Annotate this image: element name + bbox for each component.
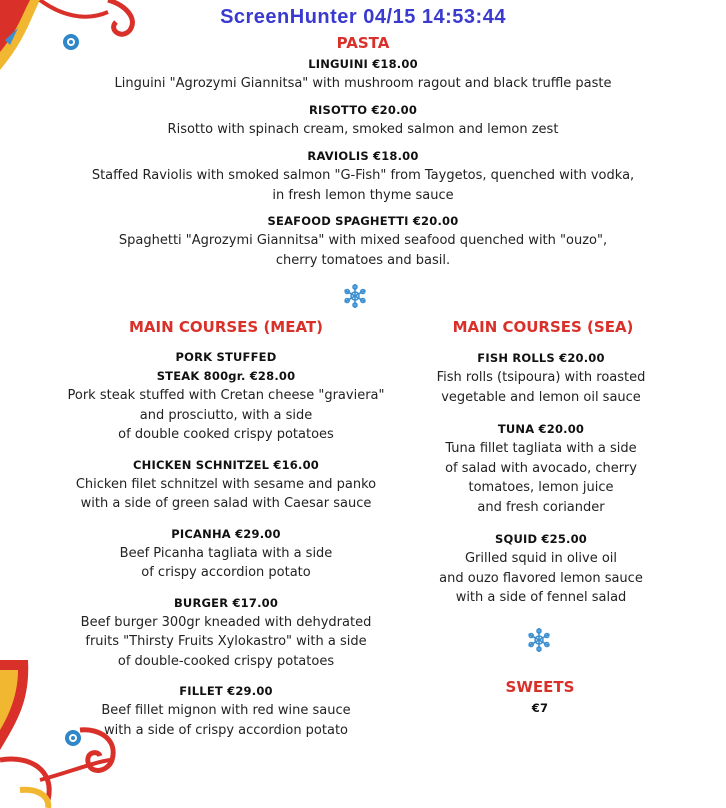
- meat-menu-list: [40, 348, 412, 751]
- snowflake-ornament-icon: [526, 627, 552, 653]
- meat-item-fillet: [40, 682, 412, 740]
- menu-item-title: RISOTTO €20.00: [308, 103, 418, 117]
- snowflake-ornament-icon: [342, 283, 368, 309]
- pasta-item-raviolis: [0, 147, 726, 205]
- menu-item-description: Pork steak stuffed with Cretan cheese "graviera" and prosciutto, with a side of double cooked crispy potatoes: [67, 388, 385, 442]
- menu-item-title: SQUID €25.00: [494, 532, 587, 546]
- menu-item-title: PORK STUFFED STEAK 800gr. €28.00: [156, 350, 296, 383]
- screenshot-watermark: ScreenHunter 04/15 14:53:44: [220, 6, 506, 28]
- sea-item-tuna: [410, 420, 672, 517]
- pasta-item-linguini: [0, 55, 726, 94]
- menu-item-title: TUNA €20.00: [497, 422, 585, 436]
- sea-menu-list: [410, 349, 672, 619]
- menu-item-description: Staffed Raviolis with smoked salmon "G-Fish" from Taygetos, quenched with vodka, in fresh lemon thyme sauce: [91, 168, 635, 203]
- menu-item-title: LINGUINI €18.00: [308, 57, 418, 71]
- sea-item-squid: [410, 530, 672, 608]
- menu-item-description: Risotto with spinach cream, smoked salmon and lemon zest: [167, 122, 559, 137]
- menu-item-description: Linguini "Agrozymi Giannitsa" with mushroom ragout and black truffle paste: [114, 76, 612, 91]
- menu-item-title: PICANHA €29.00: [171, 526, 281, 541]
- menu-item-description: Spaghetti "Agrozymi Giannitsa" with mixed seafood quenched with "ouzo", cherry tomatoes and basil.: [118, 233, 608, 268]
- menu-item-description: Grilled squid in olive oil and ouzo flavored lemon sauce with a side of fennel salad: [439, 551, 643, 605]
- meat-item-pork-stuffed-steak: [40, 348, 412, 445]
- menu-item-description: Beef burger 300gr kneaded with dehydrated fruits "Thirsty Fruits Xylokastro" with a side of double-cooked crispy potatoes: [80, 614, 372, 669]
- menu-item-description: Tuna fillet tagliata with a side of salad with avocado, cherry tomatoes, lemon juice and fresh coriander: [445, 441, 637, 515]
- meat-item-picanha: [40, 525, 412, 583]
- pasta-item-seafood-spaghetti: [0, 212, 726, 270]
- meat-item-burger: [40, 594, 412, 672]
- pasta-item-risotto: [0, 101, 726, 140]
- menu-item-description: Beef fillet mignon with red wine sauce with a side of crispy accordion potato: [101, 703, 351, 738]
- sweets-section-title: SWEETS: [505, 678, 575, 696]
- menu-item-title: FISH ROLLS €20.00: [477, 351, 605, 365]
- menu-item-description: Chicken filet schnitzel with sesame and panko with a side of green salad with Caesar sauce: [75, 476, 377, 511]
- meat-item-chicken-schnitzel: [40, 456, 412, 514]
- menu-item-title: FILLET €29.00: [179, 684, 273, 698]
- sweets-price: €7: [531, 701, 549, 715]
- menu-item-title: SEAFOOD SPAGHETTI €20.00: [267, 214, 459, 228]
- menu-item-title: BURGER €17.00: [173, 595, 279, 610]
- menu-item-title: RAVIOLIS €18.00: [307, 149, 419, 163]
- menu-item-description: Beef Picanha tagliata with a side of crispy accordion potato: [119, 545, 333, 580]
- sea-item-fish-rolls: [410, 349, 672, 407]
- menu-item-title: CHICKEN SCHNITZEL €16.00: [133, 457, 319, 472]
- meat-section-title: MAIN COURSES (MEAT): [128, 318, 324, 336]
- sea-section-title: MAIN COURSES (SEA): [452, 318, 634, 336]
- pasta-section-title: PASTA: [336, 34, 390, 52]
- menu-item-description: Fish rolls (tsipoura) with roasted vegetable and lemon oil sauce: [436, 370, 646, 405]
